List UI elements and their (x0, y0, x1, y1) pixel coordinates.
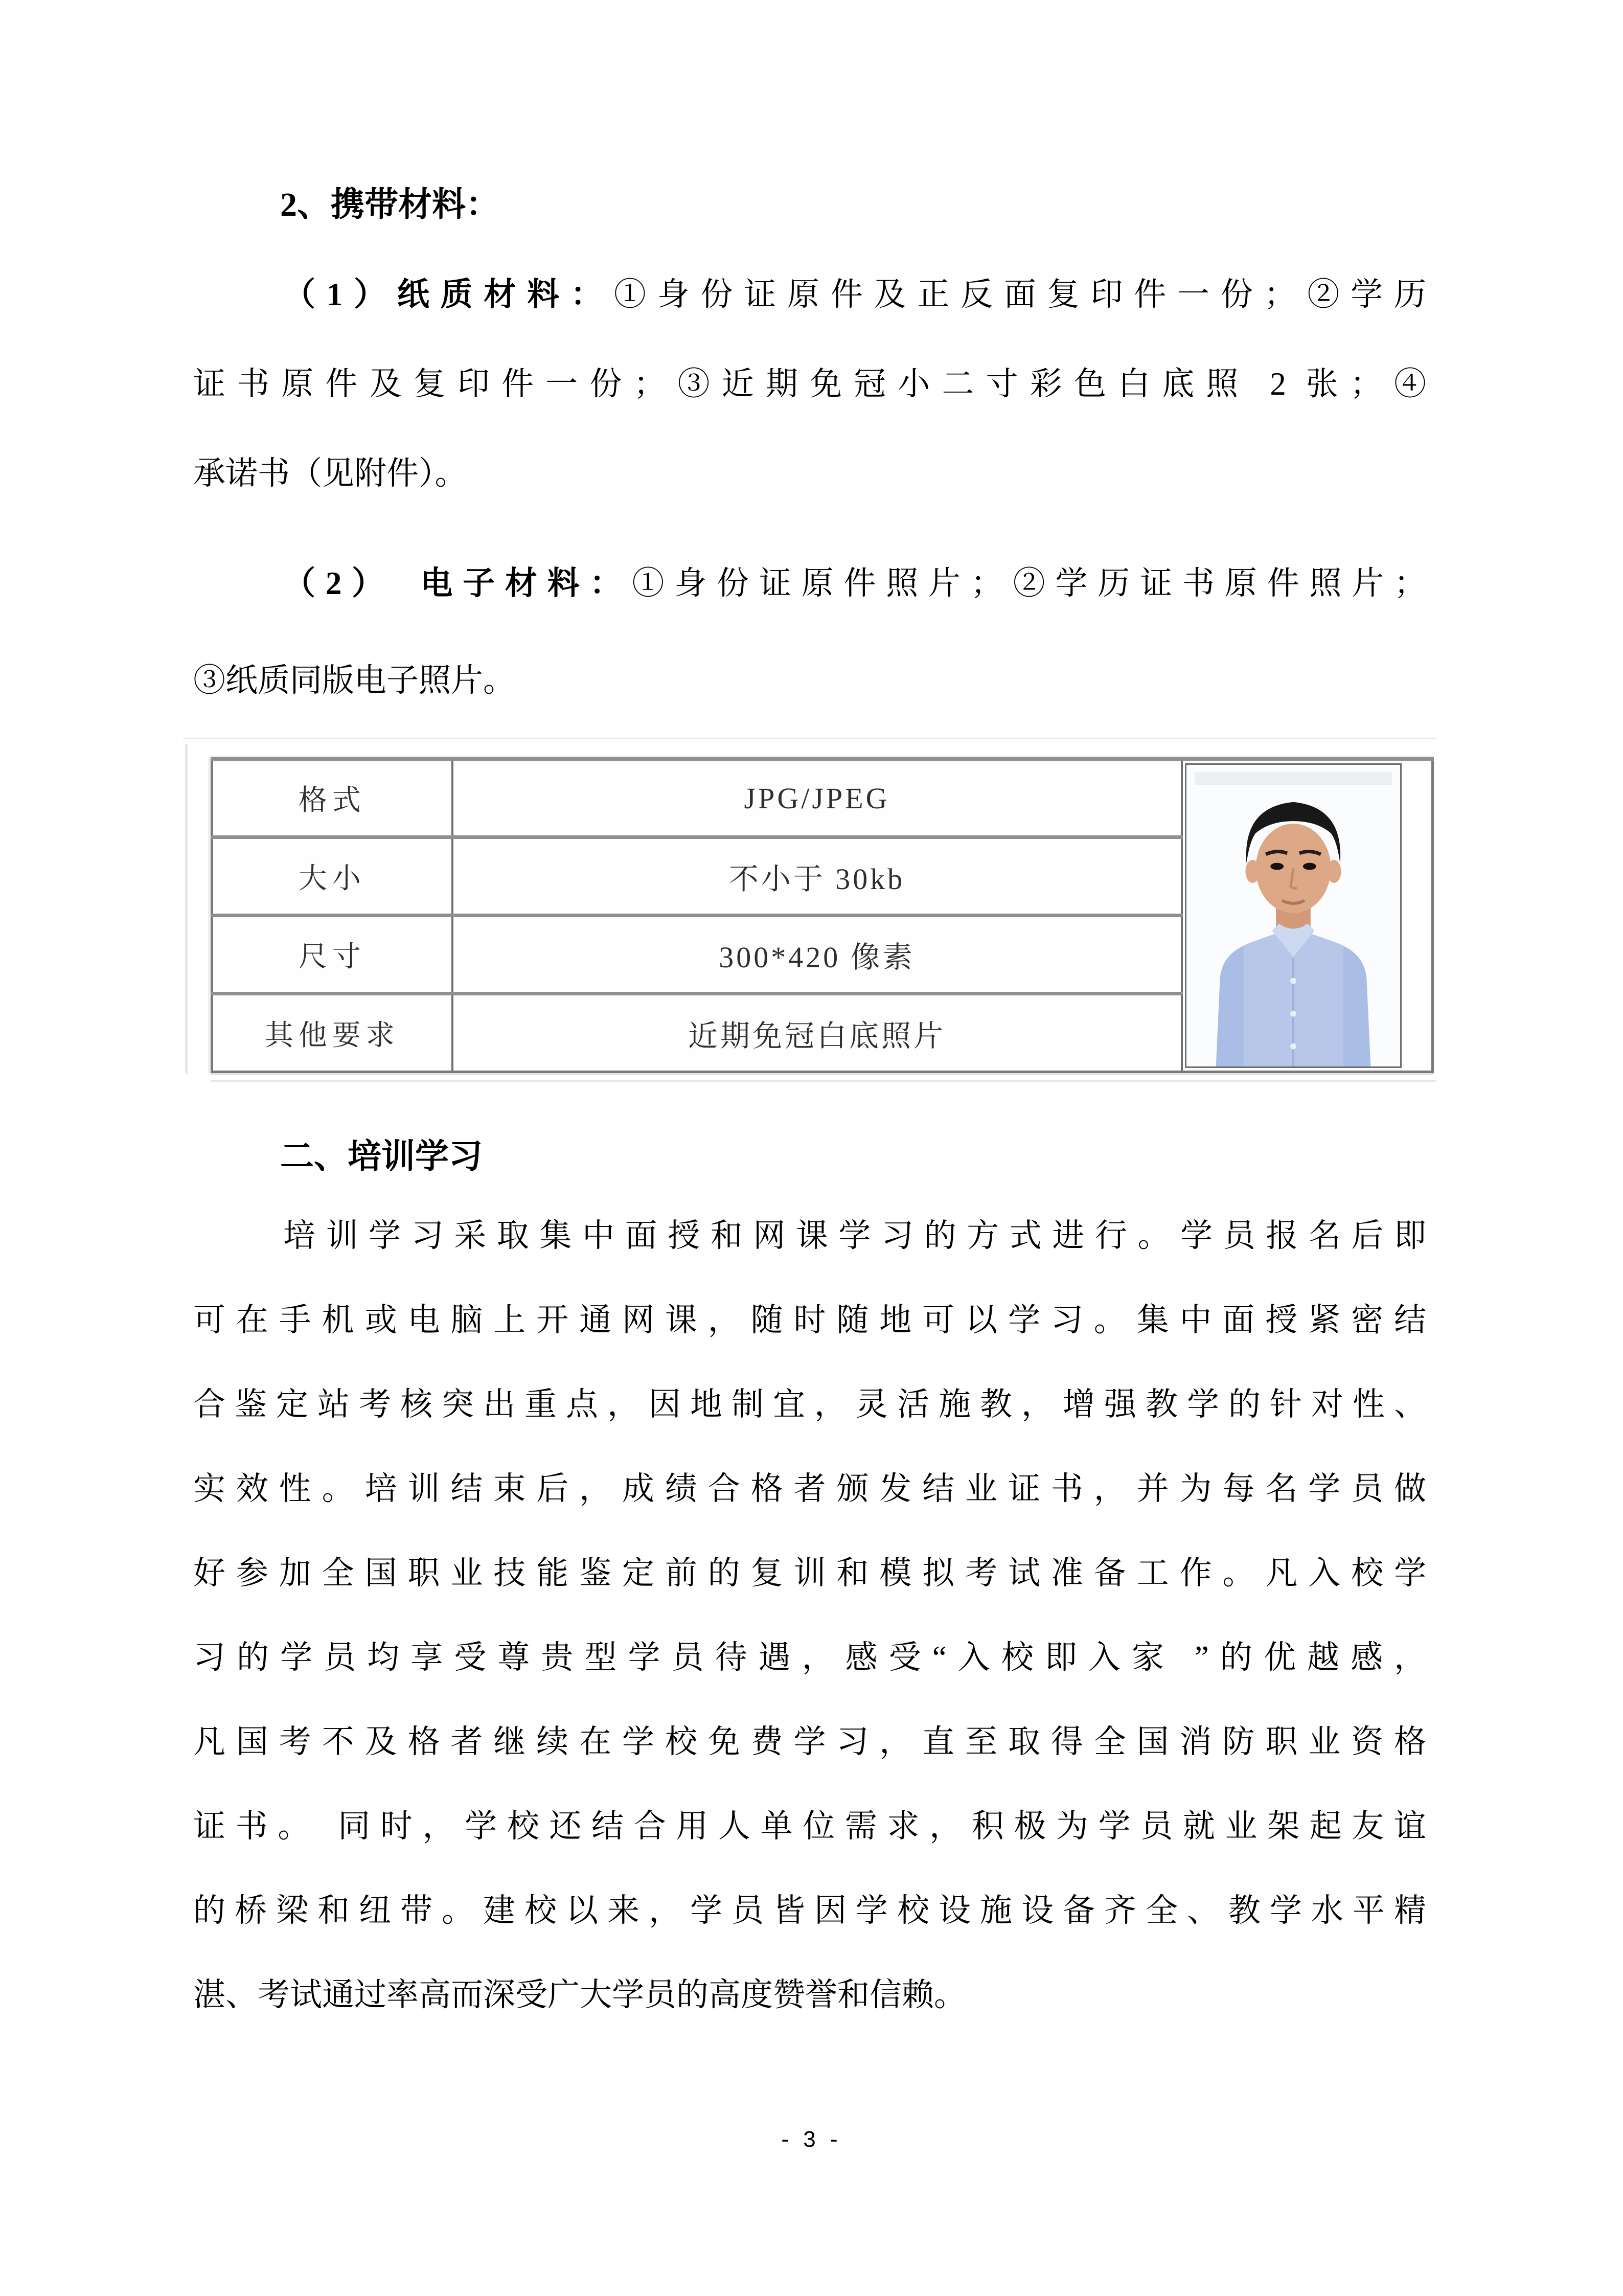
table-cell-label: 格式 (212, 759, 452, 837)
eye-shape (1270, 863, 1284, 870)
electronic-materials-line-2: ③纸质同版电子照片。 (193, 663, 515, 698)
eye-shape (1302, 863, 1316, 870)
training-paragraph-line: 可在手机或电脑上开通网课，随时随地可以学习。集中面授紧密结 (193, 1302, 1426, 1338)
electronic-materials-line-1-text: ①身份证原件照片；②学历证书原件照片； (632, 565, 1427, 601)
shirt-button (1290, 1043, 1296, 1050)
page-number: - 3 - (781, 2127, 842, 2152)
section-heading-materials: 2、携带材料： (280, 186, 499, 223)
paper-materials-line-1 (193, 274, 1426, 316)
training-paragraph-line: 习的学员均享受尊贵型学员待遇，感受“入校即入家 ”的优越感， (193, 1640, 1426, 1675)
table-cell-value: 近期免冠白底照片 (452, 994, 1182, 1072)
training-paragraph-line: 的桥梁和纽带。建校以来，学员皆因学校设施设备齐全、教学水平精 (193, 1893, 1426, 1928)
id-photo (1185, 763, 1402, 1068)
table-cell-label: 大小 (212, 837, 452, 916)
table-cell-label: 尺寸 (212, 916, 452, 994)
table-cell-value: JPG/JPEG (452, 759, 1182, 837)
shirt-button (1290, 978, 1296, 984)
table-cell-value: 300*420 像素 (452, 916, 1182, 994)
photo-requirements-table (211, 757, 1431, 1071)
training-paragraph-line: 好参加全国职业技能鉴定前的复训和模拟考试准备工作。凡入校学 (193, 1555, 1426, 1591)
paper-materials-line-1-text: ①身份证原件及正反面复印件一份；②学历 (613, 277, 1427, 312)
table-row (212, 759, 1433, 837)
paper-materials-line-3: 承诺书（见附件）。 (193, 456, 467, 491)
electronic-materials-line-1 (193, 562, 1426, 605)
table-cell-photo (1182, 759, 1433, 1072)
section-heading-training: 二、培训学习 (280, 1138, 483, 1175)
training-paragraph-line: 证书。 同时，学校还结合用人单位需求，积极为学员就业架起友谊 (193, 1808, 1426, 1844)
paper-materials-line-2: 证书原件及复印件一份；③近期免冠小二寸彩色白底照 2 张；④ (193, 366, 1426, 402)
id-photo-top-strip (1194, 772, 1391, 785)
photo-requirements-table-grid (211, 757, 1434, 1073)
training-paragraph-line: 实效性。培训结束后，成绩合格者颁发结业证书，并为每名学员做 (193, 1471, 1426, 1507)
training-paragraph-line: 湛、考试通过率高而深受广大学员的高度赞誉和信赖。 (193, 1977, 966, 2013)
table-cell-label: 其他要求 (212, 994, 452, 1072)
table-cell-value: 不小于 30kb (452, 837, 1182, 916)
table-image-artifact-left (185, 744, 188, 1074)
table-image-artifact-top (183, 738, 1436, 739)
id-photo-illustration (1186, 765, 1400, 1066)
training-paragraph-line: 培训学习采取集中面授和网课学习的方式进行。学员报名后即 (283, 1218, 1426, 1254)
shirt-button (1290, 1011, 1296, 1017)
face-shape (1255, 824, 1331, 913)
training-paragraph-line: 凡国考不及格者继续在学校免费学习，直至取得全国消防职业资格 (193, 1724, 1426, 1760)
electronic-materials-label: （2） 电子材料： (283, 565, 632, 601)
table-image-artifact-bottom (211, 1080, 1436, 1082)
training-paragraph-line: 合鉴定站考核突出重点，因地制宜，灵活施教，增强教学的针对性、 (193, 1386, 1426, 1422)
paper-materials-label: （1）纸质材料： (283, 277, 614, 312)
